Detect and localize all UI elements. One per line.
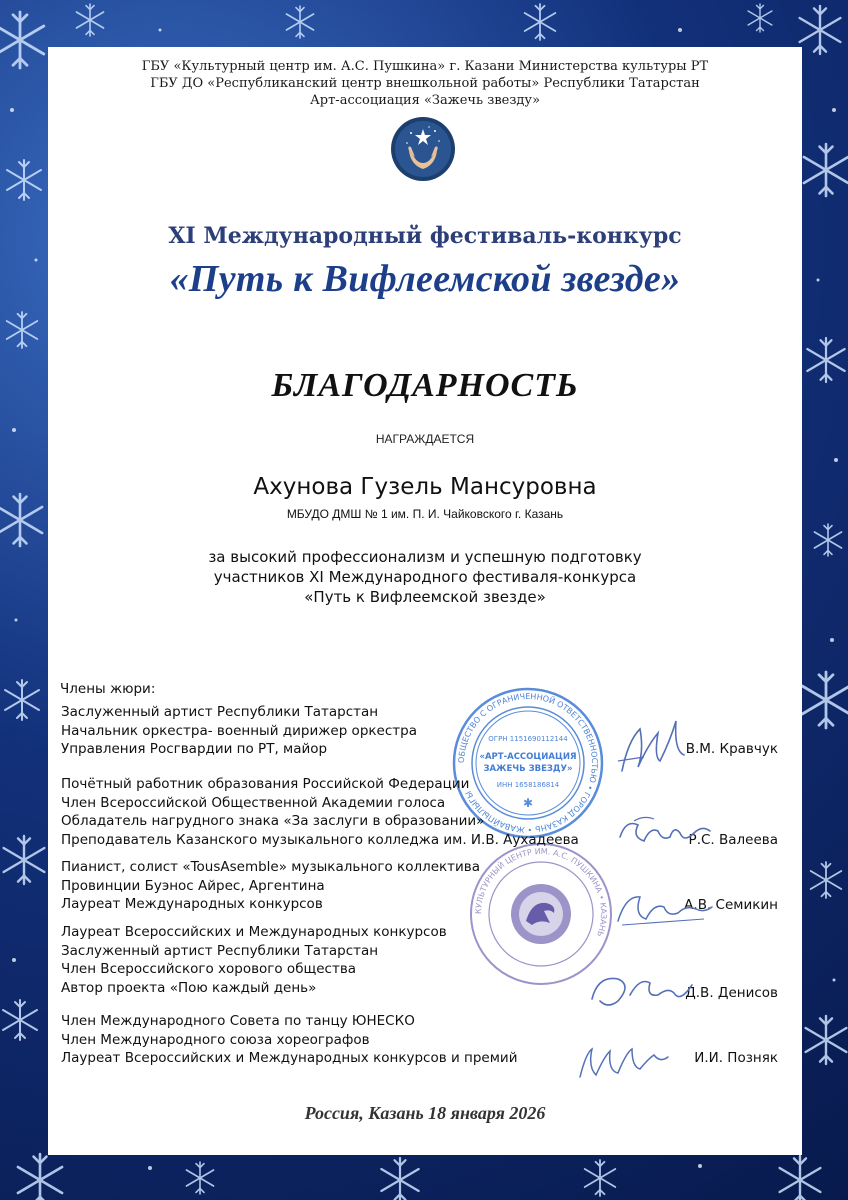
jury-title-line: Почётный работник образования Российской Федерации	[61, 776, 470, 792]
organizer-line: ГБУ «Культурный центр им. А.С. Пушкина» г. Казани Министерства культуры РТ	[141, 59, 709, 74]
jury-member	[61, 775, 579, 849]
issue-date: Россия, Казань 18 января 2026	[304, 1103, 546, 1123]
signature-poznyak	[574, 1037, 674, 1087]
recipient-organization: МБУДО ДМШ № 1 им. П. И. Чайковского г. Казань	[286, 507, 564, 521]
jury-title-line: Член Международного Совета по танцу ЮНЕСКО	[61, 1013, 415, 1029]
jury-title-line: Лауреат Международных конкурсов	[61, 896, 323, 912]
jury-title-line: Автор проекта «Пою каждый день»	[61, 979, 317, 996]
jury-title-line: Член Всероссийского хорового общества	[61, 961, 357, 977]
award-reason-line: за высокий профессионализм и успешную подготовку	[208, 548, 642, 566]
jury-title-line: Обладатель нагрудного знака «За заслуги в образовании»	[61, 813, 485, 829]
jury-member-name: Д.В. Денисов	[685, 985, 778, 1001]
jury-title-line: Провинции Буэнос Айрес, Аргентина	[61, 877, 325, 894]
certificate-sheet	[48, 47, 802, 1155]
signature-valeeva	[614, 807, 714, 857]
jury-member-name: Р.С. Валеева	[688, 832, 778, 848]
awarded-label: НАГРАЖДАЕТСЯ	[375, 432, 475, 446]
jury-title-line: Управления Росгвардии по РТ, майор	[61, 741, 328, 757]
certificate-title: БЛАГОДАРНОСТЬ	[271, 367, 579, 404]
jury-title-line: Преподаватель Казанского музыкального колледжа им. И.В. Аухадеева	[61, 831, 579, 848]
stamp-center-line: «АРТ-АССОЦИАЦИЯ	[479, 752, 577, 762]
jury-member	[61, 703, 417, 759]
jury-title-line: Лауреат Всероссийских и Международных конкурсов	[61, 924, 447, 940]
award-reason	[48, 547, 802, 607]
recipient-name: Ахунова Гузель Мансуровна	[253, 474, 597, 500]
hands-holding-star-icon	[389, 115, 457, 183]
jury-title-line: Заслуженный артист Республики Татарстан	[61, 704, 379, 720]
signature-kravchuk	[614, 711, 694, 781]
festival-name: «Путь к Вифлеемской звезде»	[169, 258, 681, 300]
stamp-ring-text: ОБЩЕСТВО С ОГРАНИЧЕННОЙ ОТВЕТСТВЕННОСТЬЮ • ГОРОД КАЗАНЬ • ЖАВАЙПЫЛЫГЫ	[456, 691, 600, 835]
stamp-ring-text: КУЛЬТУРНЫЙ ЦЕНТР ИМ. А.С. ПУШКИНА • КАЗАНЬ	[473, 846, 609, 938]
award-reason-line: «Путь к Вифлеемской звезде»	[304, 588, 546, 606]
stamp-ogrn: ОГРН 1151690112144	[488, 735, 568, 743]
stamp-star-icon: ✱	[522, 796, 534, 810]
signature-semikin	[608, 885, 718, 937]
jury-title-line: Начальник оркестра- военный дирижер оркестра	[61, 722, 417, 739]
jury-member-name: В.М. Кравчук	[685, 741, 778, 757]
stamp-center-line: ЗАЖЕЧЬ ЗВЕЗДУ»	[483, 764, 573, 774]
jury-title-line: Член Международного союза хореографов	[61, 1031, 370, 1048]
jury-title-line: Пианист, солист «TousAsemble» музыкального коллектива	[61, 859, 481, 875]
jury-member-name: А.В. Семикин	[684, 897, 778, 913]
jury-title-line: Член Всероссийской Общественной Академии голоса	[61, 794, 446, 811]
jury-member	[61, 923, 447, 997]
jury-member	[61, 858, 480, 914]
award-reason-line: участников XI Международного фестиваля-конкурса	[213, 568, 637, 586]
signature-denisov	[578, 965, 698, 1017]
organizer-line: ГБУ ДО «Республиканский центр внешкольной работы» Республики Татарстан	[150, 76, 700, 91]
jury-title-line: Заслуженный артист Республики Татарстан	[61, 942, 379, 959]
jury-member-name: И.И. Позняк	[694, 1050, 778, 1066]
jury-heading: Члены жюри:	[60, 681, 156, 697]
jury-member	[61, 1012, 517, 1068]
jury-title-line: Лауреат Всероссийских и Международных конкурсов и премий	[61, 1050, 518, 1066]
festival-title: XI Международный фестиваль-конкурс	[168, 223, 682, 249]
tatarstan-emblem-icon	[511, 884, 571, 944]
organizer-line: Арт-ассоциация «Зажечь звезду»	[309, 93, 541, 108]
stamp-inn: ИНН 1658186814	[496, 781, 560, 789]
